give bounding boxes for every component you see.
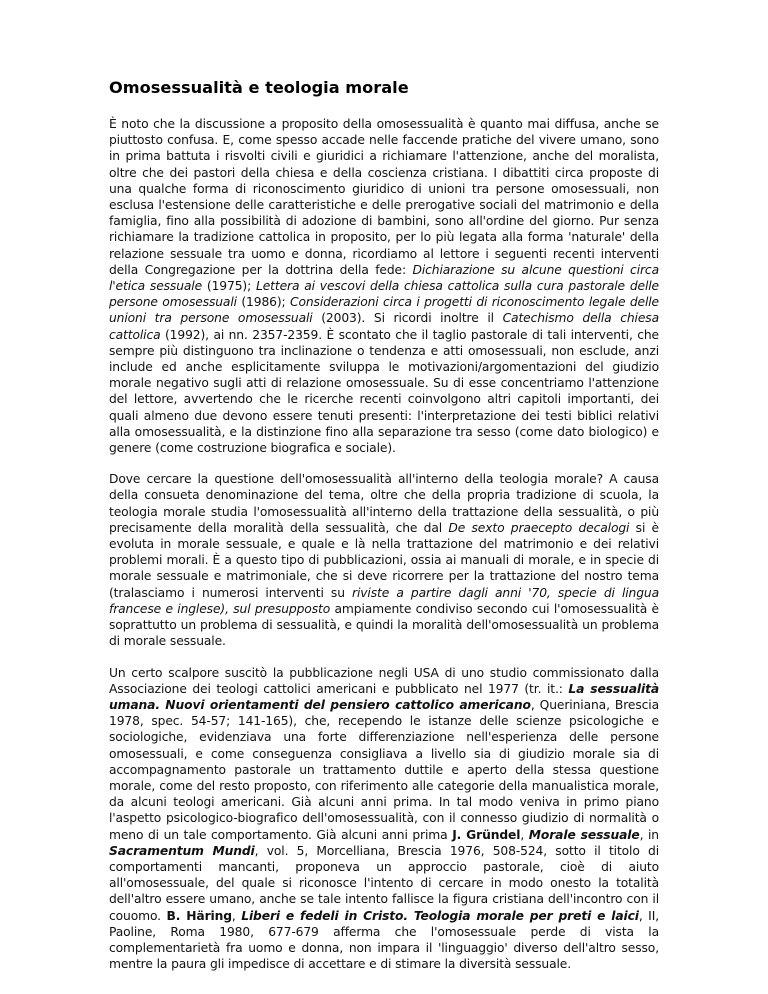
text-run: La sessualità umana. Nuovi orientamenti del pensiero cattolico americano — [109, 681, 659, 712]
text-run: J. Gründel — [452, 827, 521, 842]
text-run: , Queriniana, Brescia 1978, spec. 54-57; 141-165), che, recependo le istanze delle scienze psicologiche e sociologiche, evidenziava una forte differenziazione nell'esperienza delle persone omosessuali, e come conseguenza consigliava a livello sia di giudizio morale sia di accompagnamento pastorale un trattamento duttile e aperto della stessa questione morale, come del resto proposto, con riferimento alle categorie della manualistica morale, da alcuni teologi americani. Già alcuni anni prima. In tal modo veniva in primo piano l'aspetto psicologico-biografico dell'omosessualità, con il connesso giudizio di normalità o meno di un tale comportamento. Già alcuni anni prima — [109, 697, 659, 842]
text-run: , — [520, 827, 529, 842]
text-run: Sacramentum Mundi — [109, 843, 255, 858]
text-run: (1986); — [236, 295, 290, 310]
text-run: (1975); — [202, 279, 256, 294]
text-run: , in — [639, 827, 659, 842]
text-run: Considerazioni circa i progetti di riconoscimento legale delle unioni tra persone omosessuali — [109, 295, 659, 326]
document-page — [109, 78, 659, 987]
text-run: , vol. 5, Morcelliana, Brescia 1976, 508-524, sotto il titolo di comportamenti mancanti, proponeva un approccio pastorale, cioè di aiuto all'omosessuale, del quale si riconosce l'intento di cercare in modo onesto la totalità dell'altro essere umano, anche se tale intento fallisce la figura cristiana dell'incontro con il couomo. — [109, 843, 660, 923]
text-run: (1992), ai nn. 2357-2359. È scontato che il taglio pastorale di tali interventi, che sempre più distinguono tra inclinazione o tendenza e atti omosessuali, non esclude, anzi include ed anche esplicitamente sviluppa le motivazioni/argomentazioni del giudizio morale negativo sugli atti di relazione omosessuale. Su di esse concentriamo l'attenzione del lettore, avvertendo che le ricerche recenti coinvolgono altri capitoli importanti, dei quali almeno due devono essere tenuti presenti: l'interpretazione dei testi biblici relativi alla omosessualità, e la distinzione fino alla separazione tra sesso (come dato biologico) e genere (come costruzione biografica e sociale). — [109, 327, 659, 456]
paragraph-1 — [109, 116, 659, 456]
paragraph-3 — [109, 665, 659, 973]
text-run: È noto che la discussione a proposito della omosessualità è quanto mai diffusa, anche se piuttosto confusa. E, come spesso accade nelle faccende pratiche del vivere umano, sono in prima battuta i risvolti civili e giuridici a richiamare l'attenzione, anche del moralista, oltre che dei pastori della chiesa e della coscienza cristiana. I dibattiti circa proposte di una qualche forma di riconoscimento giuridico di unioni tra persone omosessuali, non esclusa l'estensione delle caratteristiche e delle prerogative sociali del matrimonio e della famiglia, fino alla possibilità di adozione di bambini, sono all'ordine del giorno. Pur senza richiamare la tradizione cattolica in proposito, per lo più legata alla forma 'naturale' della relazione sessuale tra uomo e donna, ricordiamo al lettore i seguenti recenti interventi della Congregazione per la dottrina della fede: — [109, 117, 659, 277]
text-run: Morale sessuale — [528, 827, 640, 842]
text-run: Liberi e fedeli in Cristo. Teologia morale per preti e laici — [241, 908, 639, 923]
text-run: riviste a partire dagli anni '70, specie di lingua francese e inglese), sul presupposto — [109, 585, 659, 616]
text-run: si è evoluta in morale sessuale, e quale e là nella trattazione del matrimonio e dei relativi problemi morali. È a questo tipo di pubblicazioni, ossia ai manuali di morale, e in specie di morale sessuale e matrimoniale, che si deve ricorrere per la trattazione del nostro tema (tralasciamo i numerosi interventi su — [109, 520, 659, 600]
text-run: Dove cercare la questione dell'omosessualità all'interno della teologia morale? A causa della consueta denominazione del tema, oltre che della propria tradizione di scuola, la teologia morale studia l'omosessualità all'interno della trattazione della sessualità, o più precisamente della moralità della sessualità, che dal — [109, 472, 659, 535]
text-run: (2003). Si ricordi inoltre il — [312, 311, 503, 326]
text-run: B. Häring — [166, 908, 232, 923]
text-run: Dichiarazione su alcune questioni circa l'etica sessuale — [109, 262, 659, 294]
text-run: , II, Paoline, Roma 1980, 677-679 afferma che l'omosessuale perde di vista la complementarietà fra uomo e donna, non impara il 'linguaggio' diverso dell'altro sesso, mentre la paura gli impedisce di accettare e di stimare la diversità sessuale. — [109, 908, 659, 972]
text-run: ampiamente condiviso secondo cui l'omosessualità è soprattutto un problema di sessualità, e quindi la moralità dell'omosessualità un problema di morale sessuale. — [109, 601, 660, 649]
text-run: , — [231, 908, 242, 923]
text-run: Catechismo della chiesa cattolica — [109, 311, 659, 342]
text-run: De sexto praecepto decalogi — [448, 520, 630, 535]
paragraph-2 — [109, 471, 659, 649]
text-run: Lettera ai vescovi della chiesa cattolica sulla cura pastorale delle persone omosessuali — [109, 279, 660, 310]
document-title: Omosessualità e teologia morale — [109, 78, 409, 97]
text-run: Un certo scalpore suscitò la pubblicazione negli USA di uno studio commissionato dalla Associazione dei teologi cattolici americani e pubblicato nel 1977 (tr. it.: — [109, 665, 659, 696]
